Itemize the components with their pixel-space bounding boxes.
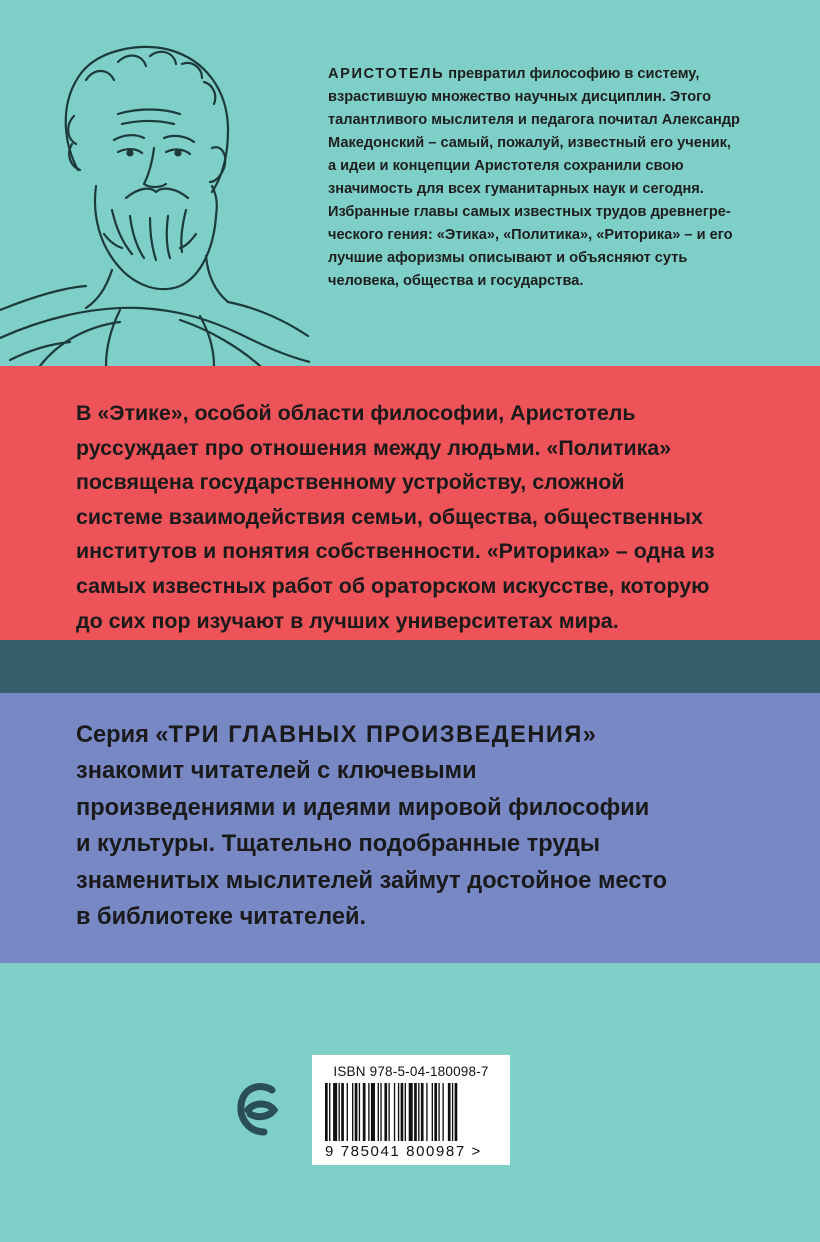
divider-band [0, 640, 820, 693]
eksmo-logo-icon [236, 1080, 280, 1140]
series-line: в библиотеке читателей. [76, 904, 367, 931]
intro-line: превратил философию в систему, [444, 66, 700, 82]
works-line: посвящена государственному устройству, сложной [76, 470, 625, 495]
intro-line: взрастившую множество научных дисциплин. Этого [328, 89, 711, 105]
works-description-paragraph [76, 396, 776, 638]
isbn-barcode [312, 1055, 510, 1165]
ean-digits: 9 785041 800987 > [325, 1143, 482, 1160]
series-band [0, 693, 820, 963]
series-line: знаменитых мыслителей займут достойное место [76, 867, 668, 894]
intro-line: ческого гения: «Этика», «Политика», «Риторика» – и его [328, 227, 733, 243]
barcode-bars [325, 1083, 497, 1143]
intro-line: Македонский – самый, пожалуй, известный его ученик, [328, 135, 731, 151]
intro-line: Избранные главы самых известных трудов древнегре- [328, 204, 731, 220]
author-name: АРИСТОТЕЛЬ [328, 66, 445, 82]
series-label: Серия « [76, 722, 169, 748]
works-line: системе взаимодействия семьи, общества, общественных [76, 504, 703, 529]
works-description-band [0, 366, 820, 640]
series-close-quote: » [582, 722, 596, 748]
works-line: институтов и понятия собственности. «Риторика» – одна из [76, 539, 715, 564]
intro-line: значимость для всех гуманитарных наук и сегодня. [328, 181, 704, 197]
series-name: ТРИ ГЛАВНЫХ ПРОИЗВЕДЕНИЯ [168, 722, 583, 748]
series-line: произведениями и идеями мировой философии [76, 794, 650, 821]
works-line: самых известных работ об ораторском искусстве, которую [76, 573, 710, 598]
top-section [0, 0, 820, 366]
series-paragraph [76, 717, 796, 935]
intro-line: лучшие афоризмы описывают и объясняют суть [328, 250, 688, 266]
author-intro-paragraph [328, 63, 798, 293]
aristotle-portrait-illustration [0, 20, 310, 366]
intro-line: талантливого мыслителя и педагога почитал Александр [328, 112, 740, 128]
works-line: руссуждает про отношения между людьми. «Политика» [76, 435, 672, 460]
series-line: знакомит читателей с ключевыми [76, 758, 477, 785]
works-line: до сих пор изучают в лучших университетах мира. [76, 608, 619, 633]
intro-line: человека, общества и государства. [328, 273, 584, 289]
series-line: и культуры. Тщательно подобранные труды [76, 831, 601, 858]
works-line: В «Этике», особой области философии, Аристотель [76, 401, 636, 425]
intro-line: а идеи и концепции Аристотеля сохранили свою [328, 158, 684, 174]
isbn-text: ISBN 978-5-04-180098-7 [333, 1064, 489, 1079]
